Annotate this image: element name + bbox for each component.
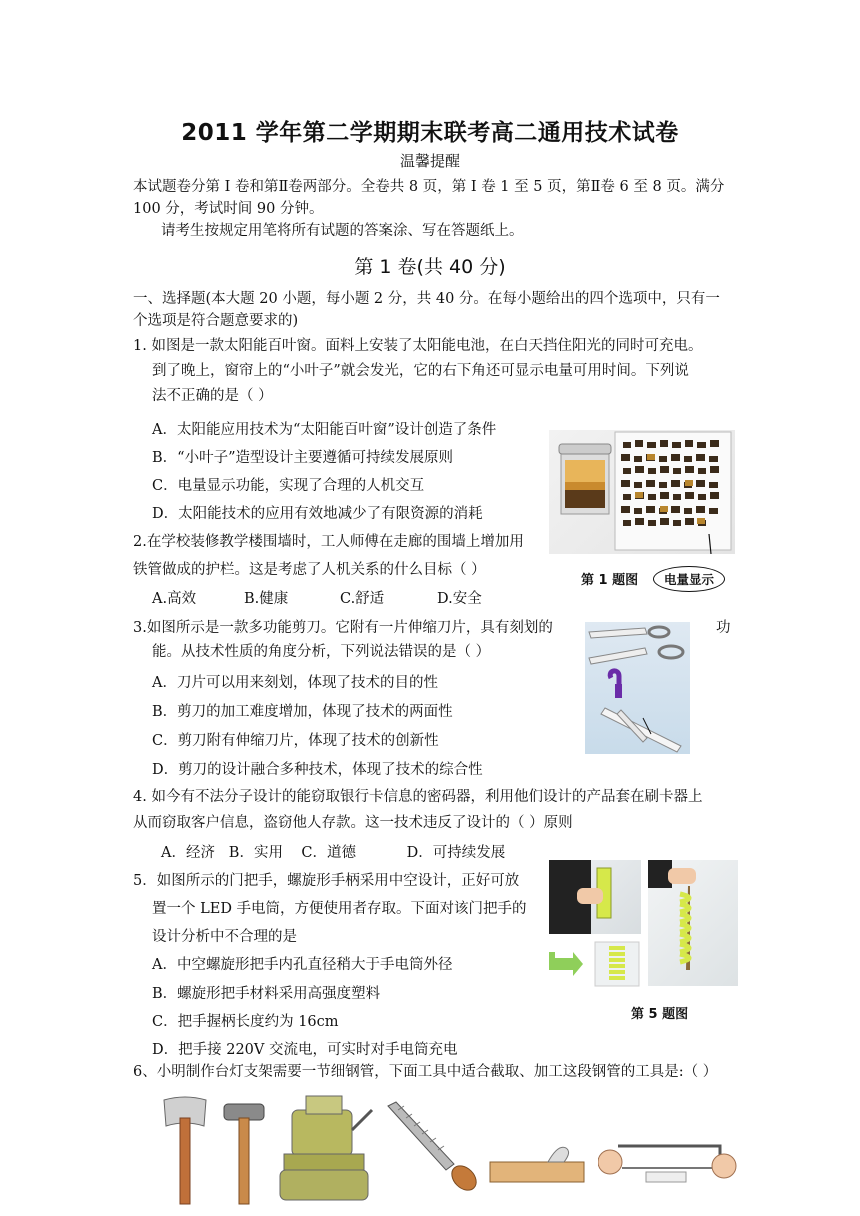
q1-figure-caption: 第 1 题图 [581, 573, 639, 588]
q5-stem-2: 置一个 LED 手电筒，方便使用者存取。下面对该门把手的 [152, 901, 527, 917]
reminder-title: 温馨提醒 [399, 152, 460, 170]
q5-option-b: B．螺旋形把手材料采用高强度塑料 [152, 986, 381, 1002]
door-handle-photo-2 [648, 860, 738, 986]
hacksaw-icon [598, 1136, 738, 1190]
q5-option-a: A．中空螺旋形把手内孔直径稍大于手电筒外径 [152, 957, 453, 973]
q1-stem-3: 法不正确的是（ ） [152, 388, 273, 404]
q6-stem: 6、小明制作台灯支架需要一节细钢管，下面工具中适合截取、加工这段钢管的工具是:（ ） [133, 1064, 718, 1080]
q3-stem-2: 能。从技术性质的角度分析，下列说法错误的是（ ） [152, 644, 491, 660]
vise-icon [278, 1090, 374, 1208]
scissors-image [585, 622, 690, 754]
solar-blind-image [549, 430, 735, 554]
q2-stem-2: 铁管做成的护栏。这是考虑了人机关系的什么目标（ ） [133, 562, 486, 578]
file-icon [384, 1100, 482, 1192]
q5-option-c: C．把手握柄长度约为 16cm [152, 1014, 339, 1030]
door-handle-photo-3 [549, 940, 641, 988]
q5-figure-caption: 第 5 题图 [631, 1007, 689, 1022]
q1-option-c: C．电量显示功能，实现了合理的人机交互 [152, 478, 425, 494]
q2-option-b: B.健康 [244, 591, 289, 607]
q2-option-a: A.高效 [152, 591, 197, 607]
axe-icon [160, 1096, 210, 1206]
intro-line-3: 请考生按规定用笔将所有试题的答案涂、写在答题纸上。 [161, 223, 524, 239]
q4-options: A．经济 B．实用 C．道德 D．可持续发展 [161, 845, 506, 861]
q2-stem-1: 2.在学校装修教学楼围墙时，工人师傅在走廊的围墙上增加用 [133, 534, 524, 550]
paper-title: 2011 学年第二学期期末联考高二通用技术试卷 [181, 120, 679, 146]
q3-stem-1-end: 功 [716, 620, 731, 636]
intro-line-1: 本试题卷分第 I 卷和第Ⅱ卷两部分。全卷共 8 页，第 I 卷 1 至 5 页，第Ⅱ卷 6 至 8 页。满分 [133, 179, 725, 195]
plane-icon [488, 1140, 588, 1188]
door-handle-photo-1 [549, 860, 641, 934]
section-title: 第 1 卷(共 40 分) [354, 256, 506, 278]
q5-stem-3: 设计分析中不合理的是 [152, 929, 297, 945]
section-instructions-2: 个选项是符合题意要求的) [133, 313, 299, 329]
section-instructions-1: 一、选择题(本大题 20 小题，每小题 2 分，共 40 分。在每小题给出的四个选项中，只有一 [133, 291, 720, 307]
q1-option-a: A．太阳能应用技术为“太阳能百叶窗”设计创造了条件 [152, 422, 497, 438]
q1-option-d: D．太阳能技术的应用有效地减少了有限资源的消耗 [152, 506, 483, 522]
hammer-icon [222, 1100, 266, 1206]
intro-line-2: 100 分，考试时间 90 分钟。 [133, 201, 324, 217]
q4-stem-2: 从而窃取客户信息，盗窃他人存款。这一技术违反了设计的（ ）原则 [133, 815, 573, 831]
q1-stem-2: 到了晚上，窗帘上的“小叶子”就会发光，它的右下角还可显示电量可用时间。下列说 [152, 363, 689, 379]
q3-option-c: C．剪刀附有伸缩刀片，体现了技术的创新性 [152, 733, 439, 749]
q2-option-c: C.舒适 [340, 591, 385, 607]
q2-option-d: D.安全 [437, 591, 482, 607]
q3-stem-1: 3.如图所示是一款多功能剪刀。它附有一片伸缩刀片，具有刻划的 [133, 620, 553, 636]
q1-stem-1: 1. 如图是一款太阳能百叶窗。面料上安装了太阳能电池，在白天挡住阳光的同时可充电。 [133, 338, 703, 354]
q3-option-b: B．剪刀的加工难度增加，体现了技术的两面性 [152, 704, 453, 720]
q5-stem-1: 5．如图所示的门把手，螺旋形手柄采用中空设计，正好可放 [133, 873, 520, 889]
q3-option-a: A．刀片可以用来刻划，体现了技术的目的性 [152, 675, 438, 691]
q1-option-b: B．“小叶子”造型设计主要遵循可持续发展原则 [152, 450, 453, 466]
q3-option-d: D．剪刀的设计融合多种技术，体现了技术的综合性 [152, 762, 483, 778]
q4-stem-1: 4. 如今有不法分子设计的能窃取银行卡信息的密码器，利用他们设计的产品套在刷卡器上 [133, 789, 703, 805]
q5-option-d: D．把手接 220V 交流电，可实时对手电筒充电 [152, 1042, 458, 1058]
battery-display-callout: 电量显示 [653, 566, 725, 592]
